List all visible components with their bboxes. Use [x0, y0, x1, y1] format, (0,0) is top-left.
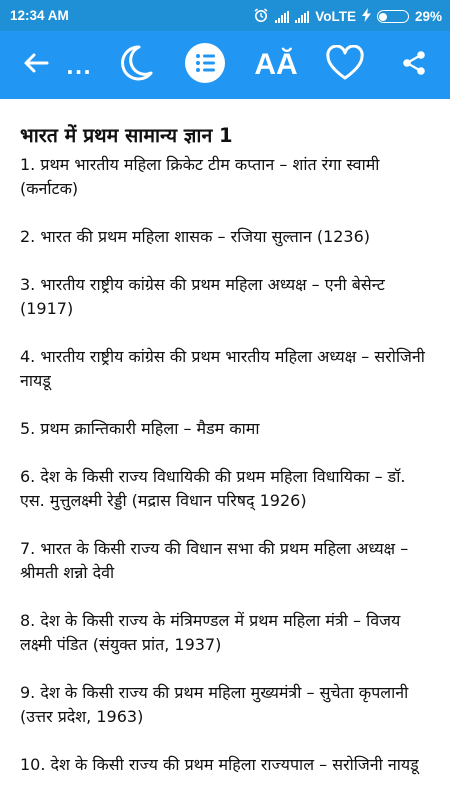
article-title: भारत में प्रथम सामान्य ज्ञान 1	[20, 124, 233, 147]
article-content[interactable]	[0, 99, 450, 800]
more-dots-icon: ...	[66, 55, 92, 79]
article-item: 7. भारत के किसी राज्य की विधान सभा की प्रथम महिला अध्यक्ष – श्रीमती शन्नो देवी	[20, 539, 409, 582]
back-arrow-icon	[23, 52, 49, 78]
alarm-icon	[253, 7, 269, 26]
article-item: 3. भारतीय राष्ट्रीय कांग्रेस की प्रथम महिला अध्यक्ष – एनी बेसेन्ट (1917)	[20, 275, 385, 318]
article-item: 9. देश के किसी राज्य की प्रथम महिला मुख्यमंत्री – सुचेता कृपलानी (उत्तर प्रदेश, 1963)	[20, 683, 409, 726]
battery-icon	[377, 10, 409, 23]
back-button[interactable]	[14, 31, 58, 99]
article-item: 2. भारत की प्रथम महिला शासक – रजिया सुल्तान (1236)	[20, 227, 371, 246]
article-item: 1. प्रथम भारतीय महिला क्रिकेट टीम कप्तान – शांत रंगा स्वामी (कर्नाटक)	[20, 155, 380, 198]
article-item: 8. देश के किसी राज्य के मंत्रिमण्डल में प्रथम महिला मंत्री – विजय लक्ष्मी पंडित (संयुक्त प्रांत, 1937)	[20, 611, 401, 654]
status-bar	[0, 0, 450, 31]
favorite-heart-icon	[325, 45, 365, 85]
signal-icon	[275, 11, 289, 23]
share-icon	[401, 50, 427, 80]
more-button[interactable]	[64, 31, 94, 99]
network-type: VoLTE	[315, 9, 356, 24]
battery-percent: 29%	[414, 9, 442, 24]
font-size-icon: AĂ	[254, 48, 298, 81]
night-mode-button[interactable]	[110, 31, 160, 99]
article-item: 10. देश के किसी राज्य की प्रथम महिला राज्यपाल – सरोजिनी नायडू	[20, 755, 419, 774]
battery-fill	[379, 13, 387, 21]
article-item: 5. प्रथम क्रान्तिकारी महिला – मैडम कामा	[20, 419, 260, 438]
favorite-button[interactable]	[320, 31, 370, 99]
article-item: 4. भारतीय राष्ट्रीय कांग्रेस की प्रथम भारतीय महिला अध्यक्ष – सरोजिनी नायडू	[20, 347, 425, 390]
charging-icon	[362, 8, 371, 25]
app-toolbar	[0, 31, 450, 99]
status-time: 12:34 AM	[10, 8, 69, 23]
font-size-button[interactable]	[248, 31, 304, 99]
list-icon	[184, 42, 226, 88]
signal-icon-2	[295, 11, 309, 23]
article-item: 6. देश के किसी राज्य विधायिकी की प्रथम महिला विधायिका – डॉ. एस. मुत्तुलक्ष्मी रेड्डी (मद्रास विधान परिषद् 1926)	[20, 467, 406, 510]
status-icons	[253, 7, 442, 26]
night-mode-moon-icon	[115, 43, 155, 87]
list-button[interactable]	[180, 31, 230, 99]
article-items	[20, 153, 430, 777]
share-button[interactable]	[392, 31, 436, 99]
